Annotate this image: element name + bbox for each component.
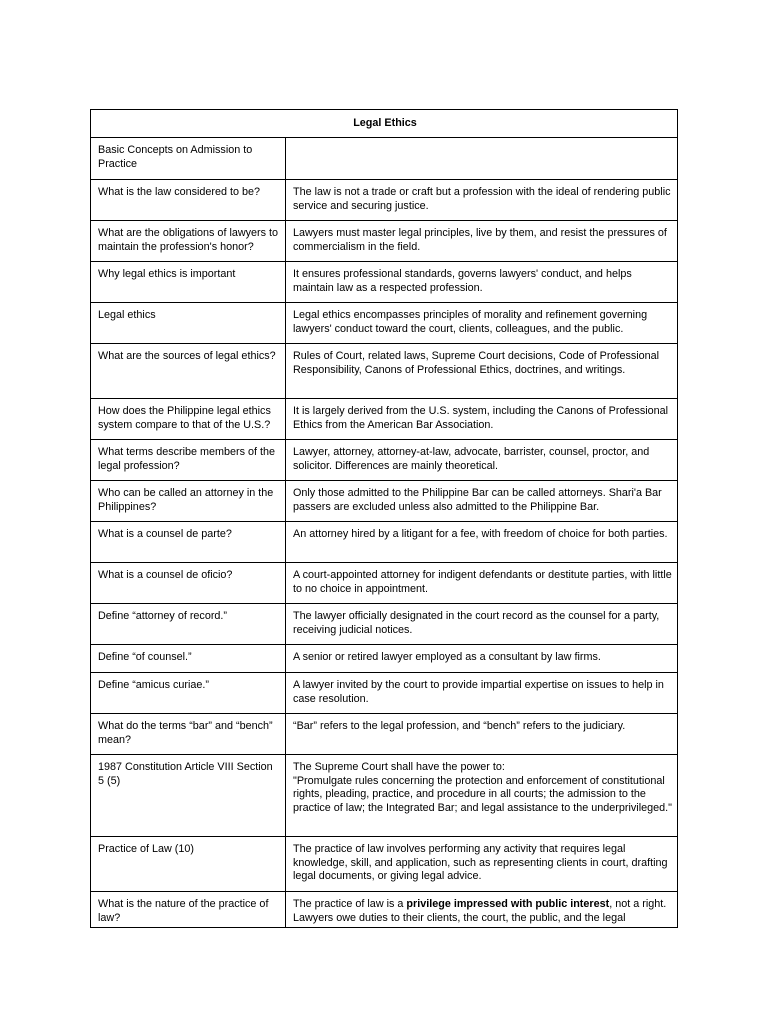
question-cell: What is a counsel de oficio? [91, 563, 286, 604]
answer-text-pre: The practice of law is a [293, 898, 407, 910]
table-row [91, 645, 679, 673]
table-row [91, 837, 679, 892]
question-cell: Why legal ethics is important [91, 262, 286, 303]
answer-cell: Only those admitted to the Philippine Bar can be called attorneys. Shari'a Bar passers are excluded unless also admitted to the Philippine Bar. [286, 481, 679, 522]
legal-ethics-table-frame [90, 109, 678, 928]
question-cell: What is the law considered to be? [91, 180, 286, 221]
table-row [91, 604, 679, 645]
answer-cell: The lawyer officially designated in the court record as the counsel for a party, receiving judicial notices. [286, 604, 679, 645]
table-row [91, 399, 679, 440]
question-cell: What is the nature of the practice of law? [91, 892, 286, 929]
answer-cell: A court-appointed attorney for indigent defendants or destitute parties, with little to no choice in appointment. [286, 563, 679, 604]
table-row [91, 138, 679, 180]
answer-cell: “Bar” refers to the legal profession, and “bench” refers to the judiciary. [286, 714, 679, 755]
answer-cell [286, 755, 679, 837]
question-cell: What terms describe members of the legal profession? [91, 440, 286, 481]
question-cell: How does the Philippine legal ethics system compare to that of the U.S.? [91, 399, 286, 440]
answer-cell [286, 138, 679, 180]
table-row [91, 481, 679, 522]
table-row [91, 755, 679, 837]
table-title: Legal Ethics [91, 110, 679, 138]
table-row [91, 344, 679, 399]
question-cell: What are the obligations of lawyers to maintain the profession's honor? [91, 221, 286, 262]
question-cell: Basic Concepts on Admission to Practice [91, 138, 286, 180]
answer-cell: A lawyer invited by the court to provide impartial expertise on issues to help in case resolution. [286, 673, 679, 714]
question-cell: Who can be called an attorney in the Philippines? [91, 481, 286, 522]
question-cell: Practice of Law (10) [91, 837, 286, 892]
table-row [91, 303, 679, 344]
answer-cell: Lawyer, attorney, attorney-at-law, advocate, barrister, counsel, proctor, and solicitor. Differences are mainly theoretical. [286, 440, 679, 481]
answer-cell: An attorney hired by a litigant for a fee, with freedom of choice for both parties. [286, 522, 679, 563]
question-cell: Define “amicus curiae.” [91, 673, 286, 714]
question-cell: Define “of counsel.” [91, 645, 286, 673]
question-cell: Legal ethics [91, 303, 286, 344]
question-cell: 1987 Constitution Article VIII Section 5 (5) [91, 755, 286, 837]
answer-cell: It is largely derived from the U.S. system, including the Canons of Professional Ethics from the American Bar Association. [286, 399, 679, 440]
table-row [91, 892, 679, 929]
table-row [91, 262, 679, 303]
question-cell: What are the sources of legal ethics? [91, 344, 286, 399]
answer-cell: The law is not a trade or craft but a profession with the ideal of rendering public service and securing justice. [286, 180, 679, 221]
question-cell: What do the terms “bar” and “bench” mean? [91, 714, 286, 755]
question-cell: Define “attorney of record.” [91, 604, 286, 645]
table-row [91, 563, 679, 604]
answer-cell: Lawyers must master legal principles, live by them, and resist the pressures of commercialism in the field. [286, 221, 679, 262]
answer-cell: It ensures professional standards, governs lawyers' conduct, and helps maintain law as a respected profession. [286, 262, 679, 303]
answer-cell [286, 892, 679, 929]
legal-ethics-table [90, 109, 678, 928]
answer-cell: Rules of Court, related laws, Supreme Court decisions, Code of Professional Responsibility, Canons of Professional Ethics, doctrines, and writings. [286, 344, 679, 399]
answer-cell: Legal ethics encompasses principles of morality and refinement governing lawyers' conduct toward the court, clients, colleagues, and the public. [286, 303, 679, 344]
table-row [91, 673, 679, 714]
table-row [91, 714, 679, 755]
table-header-row [91, 110, 679, 138]
constitution-quote: "Promulgate rules concerning the protection and enforcement of constitutional rights, pleading, practice, and procedure in all courts; the admission to the practice of law; the Integrated Bar; and legal assistance to the underprivileged." [293, 774, 672, 814]
answer-text-bold: privilege impressed with public interest [406, 898, 610, 910]
question-cell: What is a counsel de parte? [91, 522, 286, 563]
answer-cell: A senior or retired lawyer employed as a consultant by law firms. [286, 645, 679, 673]
table-row [91, 522, 679, 563]
answer-text-post: , not a right. Lawyers owe duties to their clients, the court, the public, and the legal [293, 898, 667, 924]
answer-intro: The Supreme Court shall have the power to: [293, 761, 505, 773]
table-row [91, 221, 679, 262]
table-row [91, 440, 679, 481]
answer-cell: The practice of law involves performing any activity that requires legal knowledge, skill, and application, such as representing clients in court, drafting legal documents, or giving legal advice. [286, 837, 679, 892]
table-row [91, 180, 679, 221]
